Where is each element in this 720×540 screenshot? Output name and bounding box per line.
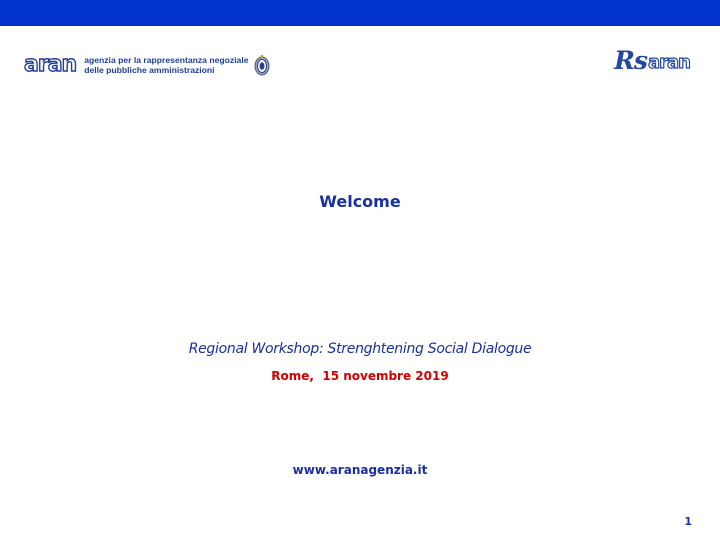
aran-logo-subtitle bbox=[84, 55, 248, 75]
page-number: 1 bbox=[684, 515, 692, 528]
workshop-title: Regional Workshop: Strenghtening Social Dialogue bbox=[188, 341, 532, 357]
rs-mark: Rs bbox=[614, 46, 648, 75]
rs-aran-wordmark: aran bbox=[648, 52, 690, 73]
rsaran-logo bbox=[614, 48, 690, 73]
welcome-heading: Welcome bbox=[319, 192, 401, 211]
aran-logo bbox=[24, 52, 270, 78]
globe-icon bbox=[254, 54, 270, 76]
header-band bbox=[0, 0, 720, 26]
event-date: Rome, 15 novembre 2019 bbox=[271, 369, 449, 383]
aran-wordmark: aran bbox=[24, 52, 77, 77]
aran-subtitle-line1: agenzia per la rappresentanza negoziale bbox=[84, 55, 249, 65]
website-url: www.aranagenzia.it bbox=[292, 463, 428, 477]
aran-subtitle-line2: delle pubbliche amministrazioni bbox=[84, 65, 215, 75]
